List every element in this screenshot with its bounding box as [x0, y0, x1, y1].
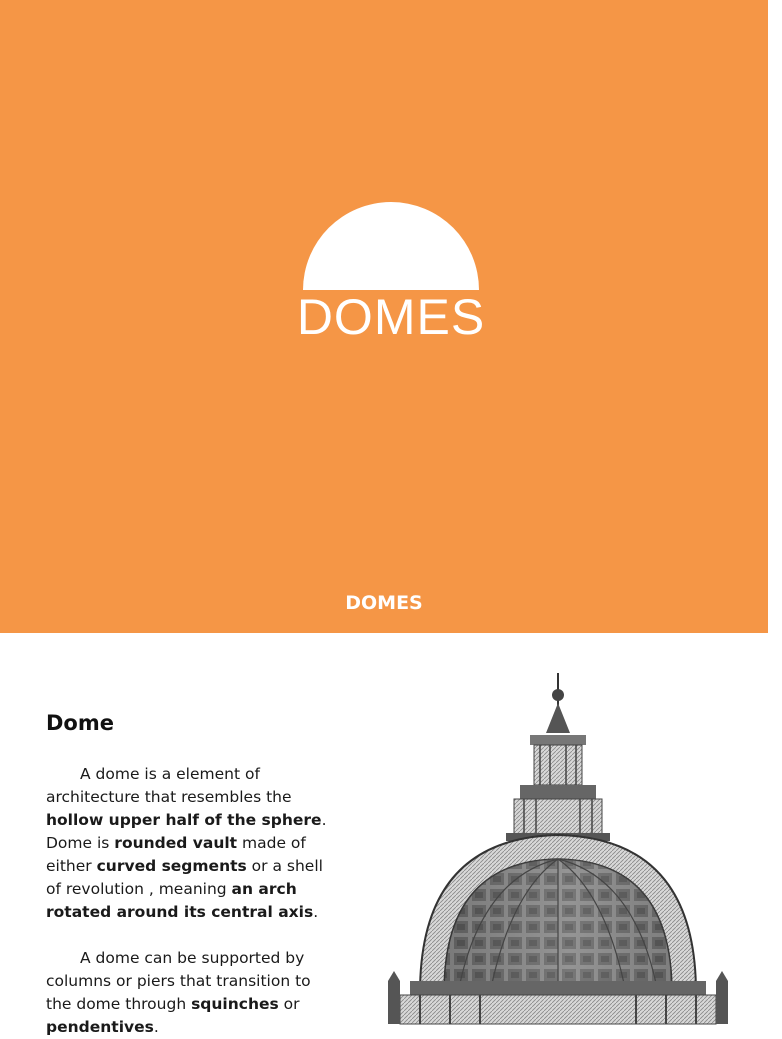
bold-term: hollow upper half of the sphere [46, 811, 322, 829]
bold-term: an arch rotated around its central axis [46, 880, 314, 921]
paragraph-definition [46, 763, 336, 924]
cover-title: DOMES [296, 289, 486, 345]
text-run: . Dome is [46, 811, 327, 852]
text-run: made of either [46, 834, 306, 875]
dome-cross-section-engraving [380, 663, 756, 1024]
text-run: or a shell of revolution , meaning [46, 857, 323, 898]
bold-term: squinches [191, 995, 279, 1013]
text-run: A dome can be supported by columns or piers that transition to the dome through [46, 949, 311, 1013]
cover-caption: DOMES [345, 592, 423, 614]
text-run: . [313, 903, 319, 921]
content-slide [0, 633, 768, 1036]
text-run: A dome is a element of architecture that resembles the [46, 765, 292, 806]
bold-term: rounded vault [114, 834, 238, 852]
bold-term: curved segments [96, 857, 247, 875]
text-run: or [278, 995, 300, 1013]
slide-body [46, 763, 336, 1039]
text-run: . [153, 1018, 159, 1036]
half-dome-icon [303, 200, 479, 290]
bold-term: pendentives [46, 1018, 154, 1036]
slide-heading: Dome [46, 711, 114, 735]
paragraph-support [46, 947, 336, 1039]
